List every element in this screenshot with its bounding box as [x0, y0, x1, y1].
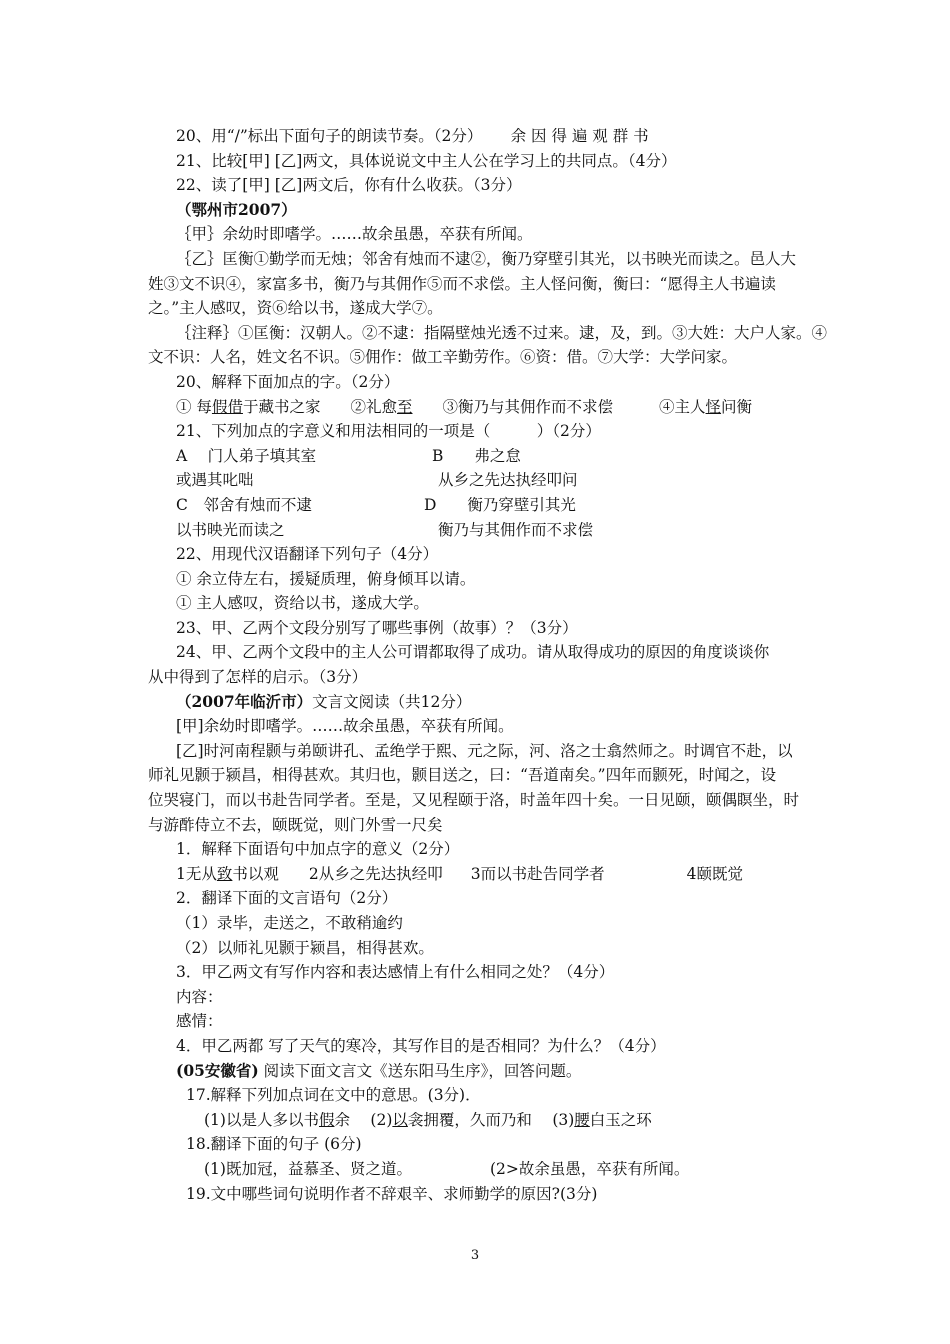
question-20-explain: 20、解释下面加点的字。（2分）: [176, 372, 400, 391]
linyi-q3-emotion: 感情：: [176, 1012, 223, 1031]
question-21-choice: 21、下列加点的字意义和用法相同的一项是（ ）（2分）: [176, 422, 601, 441]
section-anhui-rest: 阅读下面文言文《送东阳马生序》，回答问题。: [258, 1061, 582, 1080]
anhui-q18: 18.翻译下面的句子 (6分): [186, 1135, 362, 1154]
choice-d-2: 衡乃与其佣作而不求偿: [438, 520, 594, 539]
anhui-item-2-underlined: 以: [392, 1110, 408, 1129]
passage-yi-line1: ｛乙｝匡衡①勤学而无烛；邻舍有烛而不逮②，衡乃穿壁引其光，以书映光而读之。邑人大: [176, 249, 797, 268]
linyi-q1-items: [176, 862, 816, 887]
section-linyi-heading: [176, 690, 816, 715]
anhui-item-2-pre: 余 (2): [334, 1110, 393, 1129]
choice-c: C 邻舍有烛而不逮: [176, 495, 312, 514]
choice-row-ab-2: [176, 468, 816, 493]
linyi-passage-yi-line2: 师礼见颢于颍昌，相得甚欢。其归也，颢目送之，曰：“吾道南矣。”四年而颢死，时闻之，设: [148, 766, 777, 785]
linyi-passage-yi-line4: 与游酢侍立不去，颐既觉，则门外雪一尺矣: [148, 815, 443, 834]
item-4-post: 问衡: [721, 397, 753, 416]
question-20-items: [176, 395, 816, 420]
anhui-q18-items: [204, 1157, 816, 1182]
question-21-compare: 21、比较[甲] [乙]两文，具体说说文中主人公在学习上的共同点。（4分）: [176, 151, 677, 170]
item-1-underlined: 假借: [211, 397, 243, 416]
question-22-translate: 22、用现代汉语翻译下列句子（4分）: [176, 545, 439, 564]
translate-item-2: ① 主人感叹，资给以书，遂成大学。: [176, 594, 429, 613]
anhui-item-1-underlined: 假: [318, 1110, 335, 1129]
passage-yi-line3: 之。”主人感叹，资⑥给以书，遂成大学⑦。: [148, 299, 443, 318]
item-1-post: 于藏书之家: [242, 397, 321, 416]
question-22-gain: 22、读了[甲] [乙]两文后，你有什么收获。（3分）: [176, 176, 522, 195]
anhui-item-3-pre: 衾拥覆，久而乃和 (3): [407, 1110, 575, 1129]
linyi-q3: 3．甲乙两文有写作内容和表达感情上有什么相同之处？（4分）: [176, 963, 615, 982]
translate-item-1: ① 余立侍左右，援疑质理，俯身倾耳以请。: [176, 569, 476, 588]
passage-jia: ｛甲｝余幼时即嗜学。……故余虽愚，卒获有所闻。: [176, 225, 533, 244]
linyi-q3-content: 内容：: [176, 987, 223, 1006]
choice-b: B 弗之怠: [432, 446, 521, 465]
anhui-q17-items: [204, 1108, 816, 1133]
anhui-item-3-underlined: 腰: [574, 1110, 590, 1129]
choice-a: A 门人弟子填其室: [176, 446, 317, 465]
choice-row-ab: [176, 444, 816, 469]
page-number: 3: [470, 1248, 480, 1263]
linyi-item-1-pre: 1无从: [176, 864, 217, 883]
choice-a-2: 或遇其叱咄: [176, 471, 254, 490]
section-anhui-bold: (05安徽省): [176, 1060, 259, 1080]
linyi-q2-item1: （1）录毕，走送之，不敢稍逾约: [176, 914, 403, 932]
anhui-q19: 19.文中哪些词句说明作者不辞艰辛、求师勤学的原因?(3分): [186, 1184, 598, 1203]
annotation-line2: 文不识：人名，姓文名不识。⑤佣作：做工辛勤劳作。⑥资：借。⑦大学：大学问家。: [148, 348, 738, 367]
linyi-item-2: 2从乡之先达执经叩: [308, 864, 443, 883]
linyi-passage-jia: [甲]余幼时即嗜学。……故余虽愚，卒获有所闻。: [176, 717, 514, 736]
linyi-q2-item2: （2）以师礼见颢于颍昌，相得甚欢。: [176, 938, 434, 957]
question-24-line1: 24、甲、乙两个文段中的主人公可谓都取得了成功。请从取得成功的原因的角度谈谈你: [176, 643, 770, 662]
question-24-line2: 从中得到了怎样的启示。（3分）: [148, 668, 368, 687]
item-3: ③衡乃与其佣作而不求偿: [442, 397, 614, 416]
section-linyi-rest: 文言文阅读（共12分）: [312, 692, 472, 711]
linyi-item-3: 3而以书赴告同学者: [470, 864, 605, 883]
linyi-q4: 4．甲乙两都 写了天气的寒冷，其写作目的是否相同？为什么？（4分）: [176, 1036, 666, 1055]
linyi-passage-yi-line1: [乙]时河南程颢与弟颐讲孔、孟绝学于熙、元之际，河、洛之士翕然师之。时调官不赴，以: [176, 741, 793, 760]
linyi-item-1-underlined: 致: [216, 864, 233, 883]
item-4-underlined: 怪: [705, 397, 722, 416]
section-linyi-bold: （2007年临沂市）: [176, 691, 313, 711]
linyi-q2: 2．翻译下面的文言语句（2分）: [176, 889, 398, 908]
section-anhui-heading: [176, 1059, 816, 1084]
anhui-item-3-post: 白玉之环: [589, 1110, 652, 1129]
item-4-pre: ④主人: [659, 397, 706, 416]
choice-b-2: 从乡之先达执经叩问: [438, 471, 578, 490]
item-2-underlined: 至: [396, 397, 413, 416]
passage-yi-line2: 姓③文不识④，家富多书，衡乃与其佣作⑤而不求偿。主人怪问衡，衡曰：“愿得主人书遍读: [148, 274, 776, 293]
choice-row-cd: [176, 493, 816, 518]
annotation-line1: ｛注释｝①匡衡：汉朝人。②不逮：指隔壁烛光透不过来。逮，及，到。③大姓：大户人家。④: [176, 323, 828, 342]
choice-c-2: 以书映光而读之: [176, 520, 285, 539]
choice-row-cd-2: [176, 518, 816, 543]
linyi-item-1-post: 书以观: [232, 864, 279, 883]
item-2-pre: ②礼愈: [350, 397, 397, 416]
linyi-item-4: 4颐既觉: [686, 864, 744, 883]
question-23-examples: 23、甲、乙两个文段分别写了哪些事例（故事）？（3分）: [176, 618, 578, 637]
choice-d: D 衡乃穿壁引其光: [424, 495, 576, 514]
linyi-q1: 1．解释下面语句中加点字的意义（2分）: [176, 840, 460, 859]
item-1-pre: ① 每: [176, 397, 212, 416]
anhui-item-1-pre: (1)以是人多以书: [204, 1110, 319, 1129]
page-content: [148, 124, 828, 1206]
question-20-rhythm: 20、用“/”标出下面句子的朗读节奏。（2分） 余 因 得 遍 观 群 书: [176, 127, 649, 145]
linyi-passage-yi-line3: 位哭寝门，而以书赴告同学者。至是，又见程颐于洛，时盖年四十矣。一日见颐，颐偶瞑坐，时: [148, 791, 800, 810]
section-ezhou-heading: （鄂州市2007）: [176, 199, 297, 219]
anhui-q18-item2: (2>故余虽愚，卒获有所闻。: [490, 1159, 690, 1178]
anhui-q17: 17.解释下列加点词在文中的意思。(3分)．: [186, 1086, 481, 1105]
anhui-q18-item1: (1)既加冠，益慕圣、贤之道。: [204, 1159, 412, 1178]
